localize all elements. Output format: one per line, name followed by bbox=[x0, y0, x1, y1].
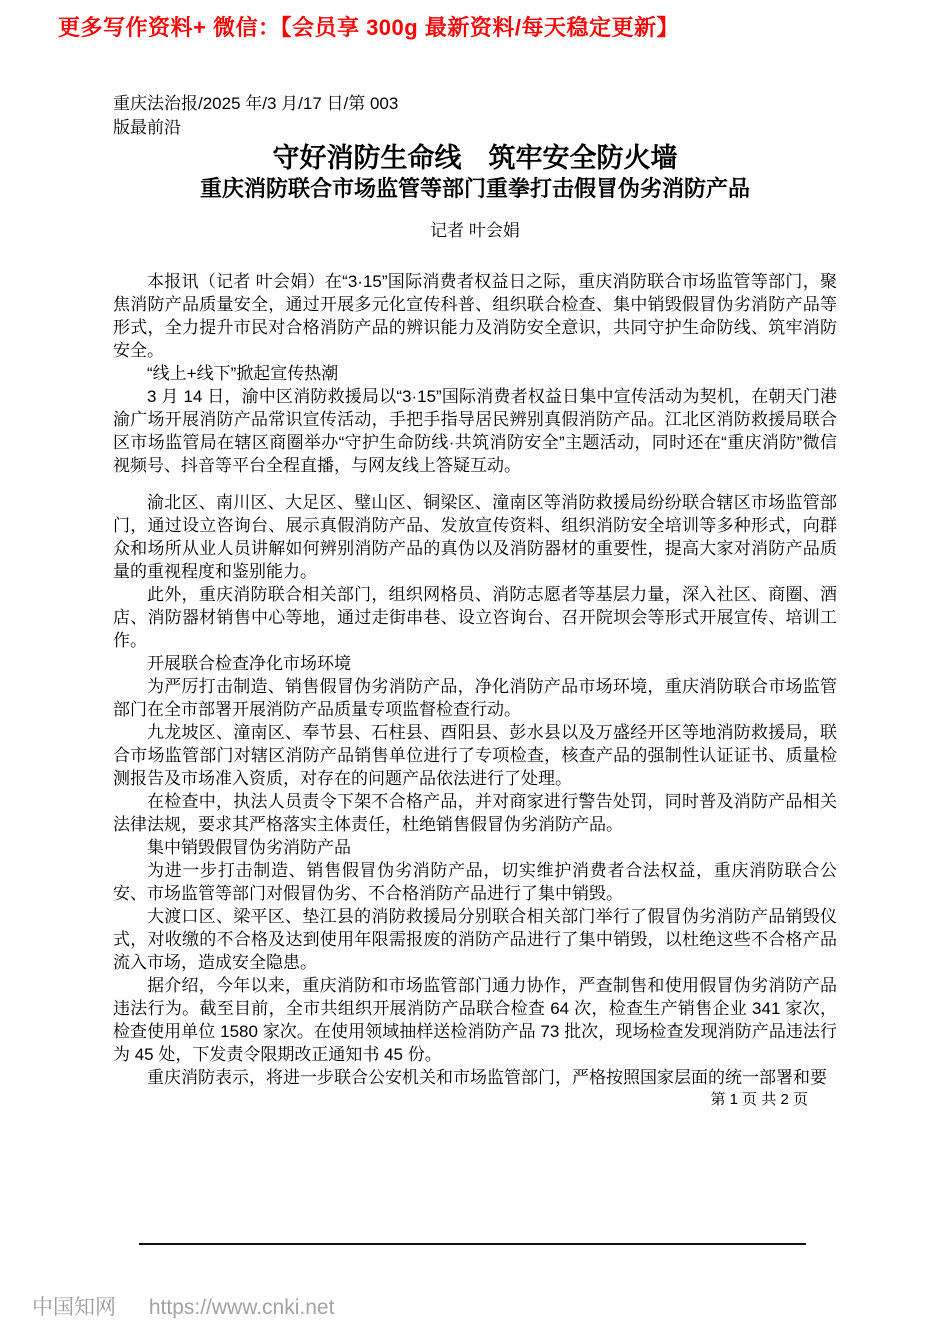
article-paragraph: 3 月 14 日，渝中区消防救援局以“3·15”国际消费者权益日集中宣传活动为契机，在朝天门港渝广场开展消防产品常识宣传活动，手把手指导居民辨别真假消防产品。江北区消防救援局联合区市场监管局在辖区商圈举办“守护生命防线·共筑消防安全”主题活动，同时还在“重庆消防”微信视频号、抖音等平台全程直播，与网友线上答疑互动。 bbox=[113, 387, 837, 475]
article-subtitle: 重庆消防联合市场监管等部门重拳打击假冒伪劣消防产品 bbox=[199, 176, 750, 201]
article-byline: 记者 叶会娟 bbox=[430, 221, 520, 240]
article-paragraph: 本报讯（记者 叶会娟）在“3·15”国际消费者权益日之际，重庆消防联合市场监管等部门，聚焦消防产品质量安全，通过开展多元化宣传科普、组织联合检查、集中销毁假冒伪劣消防产品等形式，全力提升市民对合格消防产品的辨识能力及消防安全意识，共同守护生命防线、筑牢消防安全。 bbox=[113, 272, 837, 360]
section-subhead: 开展联合检查净化市场环境 bbox=[147, 654, 351, 673]
article-title: 守好消防生命线 筑牢安全防火墙 bbox=[272, 143, 678, 173]
article-paragraph: 重庆消防表示，将进一步联合公安机关和市场监管部门，严格按照国家层面的统一部署和要 bbox=[147, 1068, 827, 1087]
section-subhead: “线上+线下”掀起宣传热潮 bbox=[147, 364, 339, 383]
article-paragraph: 此外，重庆消防联合相关部门，组织网格员、消防志愿者等基层力量，深入社区、商圈、酒店、消防器材销售中心等地，通过走街串巷、设立咨询台、召开院坝会等形式开展宣传、培训工作。 bbox=[113, 585, 837, 650]
promo-banner: 更多写作资料+ 微信：【会员享 300g 最新资料/每天稳定更新】 bbox=[58, 15, 679, 40]
article-paragraph: 据介绍，今年以来，重庆消防和市场监管部门通力协作，严查制售和使用假冒伪劣消防产品违法行为。截至目前，全市共组织开展消防产品联合检查 64 次，检查生产销售企业 341 家次，检查使用单位 1580 家次。在使用领域抽样送检消防产品 73 批次，现场检查发现消防产品违法行为 45 处，下发责令限期改正通知书 45 份。 bbox=[113, 976, 837, 1064]
article-paragraph: 大渡口区、梁平区、垫江县的消防救援局分别联合相关部门举行了假冒伪劣消防产品销毁仪式，对收缴的不合格及达到使用年限需报废的消防产品进行了集中销毁，以杜绝这些不合格产品流入市场，造成安全隐患。 bbox=[113, 907, 837, 972]
document-content bbox=[113, 0, 837, 1089]
masthead-source-line: 重庆法治报/2025 年/3 月/17 日/第 003 bbox=[113, 94, 399, 113]
section-subhead: 集中销毁假冒伪劣消防产品 bbox=[147, 838, 351, 857]
article-paragraph: 在检查中，执法人员责令下架不合格产品，并对商家进行警告处罚，同时普及消防产品相关法律法规，要求其严格落实主体责任，杜绝销售假冒伪劣消防产品。 bbox=[113, 792, 837, 834]
watermark bbox=[32, 1291, 334, 1321]
article-paragraph: 渝北区、南川区、大足区、璧山区、铜梁区、潼南区等消防救援局纷纷联合辖区市场监管部门，通过设立咨询台、展示真假消防产品、发放宣传资料、组织消防安全培训等多种形式，向群众和场所从业人员讲解如何辨别消防产品的真伪以及消防器材的重要性，提高大家对消防产品质量的重视程度和鉴别能力。 bbox=[113, 493, 837, 581]
article-paragraph: 为严厉打击制造、销售假冒伪劣消防产品，净化消防产品市场环境，重庆消防联合市场监管部门在全市部署开展消防产品质量专项监督检查行动。 bbox=[113, 677, 837, 719]
watermark-site-name: 中国知网 bbox=[32, 1296, 116, 1319]
page-number-indicator: 第 1 页 共 2 页 bbox=[710, 1091, 808, 1108]
watermark-site-url: https://www.cnki.net bbox=[148, 1296, 335, 1319]
masthead bbox=[113, 92, 837, 140]
masthead-section-line: 版最前沿 bbox=[113, 118, 181, 137]
article-body bbox=[113, 270, 837, 1089]
article-paragraph: 为进一步打击制造、销售假冒伪劣消防产品，切实维护消费者合法权益，重庆消防联合公安、市场监管等部门对假冒伪劣、不合格消防产品进行了集中销毁。 bbox=[113, 861, 837, 903]
footer-divider-line bbox=[139, 1243, 806, 1245]
article-paragraph: 九龙坡区、潼南区、奉节县、石柱县、酉阳县、彭水县以及万盛经开区等地消防救援局，联合市场监管部门对辖区消防产品销售单位进行了专项检查，核查产品的强制性认证证书、质量检测报告及市场准入资质，对存在的问题产品依法进行了处理。 bbox=[113, 723, 837, 788]
